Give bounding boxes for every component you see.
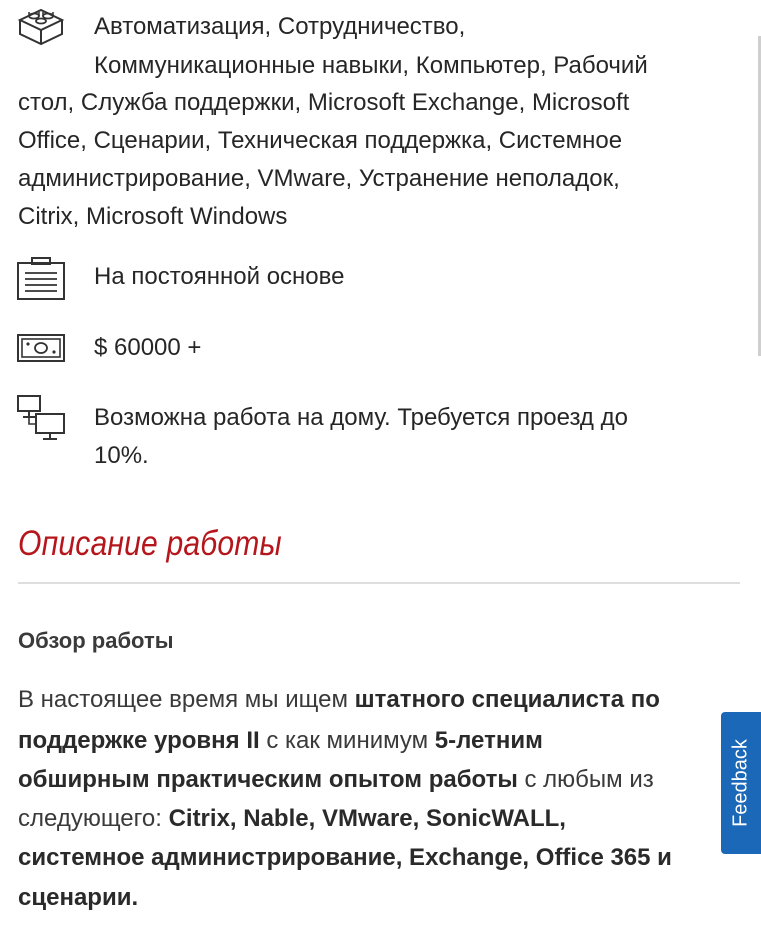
feedback-button[interactable] (721, 712, 761, 854)
remote-line-1: Возможна работа на дому. Требуется проезд до (94, 404, 628, 431)
bold-text: системное администрирование, Exchange, Office 365 и (18, 844, 672, 871)
employment-type-text: На постоянной основе (94, 263, 345, 290)
remote-line-2: 10%. (94, 442, 149, 469)
paragraph-line (18, 729, 543, 753)
bold-text: Citrix, Nable, VMware, SonicWALL, (168, 805, 566, 832)
skills-line-4: Office, Сценарии, Техническая поддержка, Системное (18, 127, 623, 154)
paragraph-line (18, 807, 566, 831)
skills-line-6: Citrix, Microsoft Windows (18, 203, 288, 230)
bold-text: штатного специалиста по (354, 686, 660, 713)
computers-icon (16, 394, 68, 444)
blocks-icon (16, 4, 66, 48)
clipboard-icon (16, 256, 66, 302)
paragraph-line (18, 688, 660, 712)
job-overview-title: Обзор работы (18, 628, 174, 653)
skills-line-5: администрирование, VMware, Устранение неполадок, (18, 165, 620, 192)
section-divider (18, 582, 740, 584)
skills-line-1: Автоматизация, Сотрудничество, (94, 13, 466, 40)
text: В настоящее время мы ищем (18, 686, 355, 713)
text: следующего: (18, 805, 169, 832)
text: с любым из (517, 766, 654, 793)
bold-text: поддержке уровня II (18, 727, 260, 754)
text: с как минимум (259, 727, 435, 754)
bold-text: 5-летним (434, 727, 543, 754)
skills-line-3: стол, Служба поддержки, Microsoft Exchange, Microsoft (18, 89, 630, 116)
job-description-title: Описание работы (18, 524, 282, 563)
feedback-label: Feedback (729, 739, 752, 827)
bold-text: сценарии. (18, 884, 139, 911)
salary-text: $ 60000 + (94, 334, 202, 361)
money-icon (16, 332, 66, 364)
skills-line-2: Коммуникационные навыки, Компьютер, Рабочий (94, 52, 648, 79)
paragraph-line (18, 846, 672, 870)
bold-text: обширным практическим опытом работы (18, 766, 518, 793)
paragraph-line (18, 768, 654, 792)
paragraph-line (18, 886, 138, 910)
